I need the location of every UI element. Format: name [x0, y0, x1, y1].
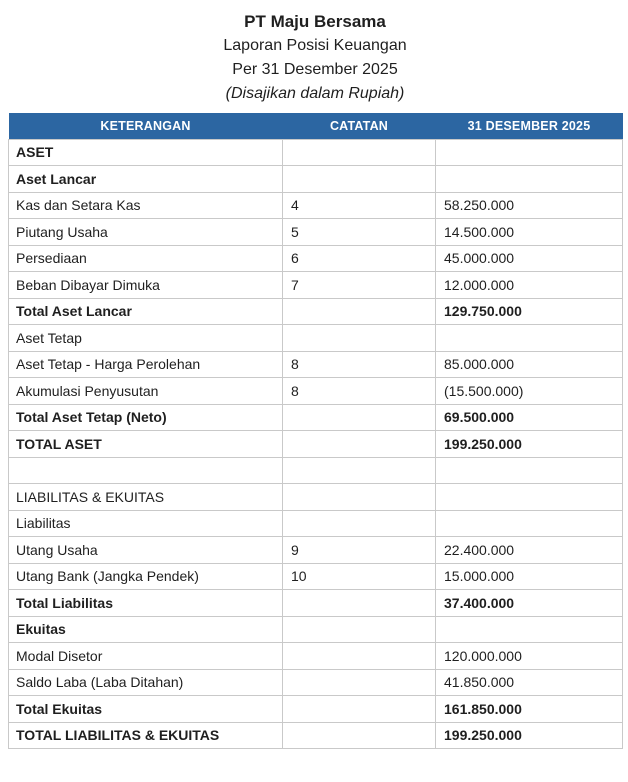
cell-catatan: 4 [283, 192, 436, 219]
table-row [9, 245, 623, 272]
cell-keterangan: Ekuitas [9, 616, 283, 643]
cell-keterangan: Akumulasi Penyusutan [9, 378, 283, 405]
report-period: Per 31 Desember 2025 [232, 61, 398, 78]
cell-keterangan: Piutang Usaha [9, 219, 283, 246]
table-row [9, 457, 623, 484]
cell-amount: 22.400.000 [436, 537, 623, 564]
cell-catatan [283, 404, 436, 431]
document-header [8, 10, 622, 106]
cell-amount [436, 457, 623, 484]
table-body [9, 139, 623, 749]
cell-keterangan: Beban Dibayar Dimuka [9, 272, 283, 299]
table-row [9, 590, 623, 617]
table-row [9, 643, 623, 670]
table-row [9, 139, 623, 166]
cell-catatan [283, 166, 436, 193]
table-row [9, 298, 623, 325]
cell-amount [436, 139, 623, 166]
cell-keterangan: Modal Disetor [9, 643, 283, 670]
table-header-row [9, 113, 623, 139]
cell-catatan [283, 696, 436, 723]
cell-catatan: 10 [283, 563, 436, 590]
cell-amount: 41.850.000 [436, 669, 623, 696]
cell-keterangan: Total Liabilitas [9, 590, 283, 617]
table-row [9, 351, 623, 378]
table-row [9, 378, 623, 405]
cell-catatan: 8 [283, 351, 436, 378]
cell-amount: 161.850.000 [436, 696, 623, 723]
cell-keterangan: ASET [9, 139, 283, 166]
cell-amount: 199.250.000 [436, 722, 623, 749]
cell-amount: 120.000.000 [436, 643, 623, 670]
cell-keterangan [9, 457, 283, 484]
cell-amount: 199.250.000 [436, 431, 623, 458]
company-name: PT Maju Bersama [244, 12, 386, 31]
column-header-keterangan: KETERANGAN [9, 113, 283, 139]
cell-amount: 45.000.000 [436, 245, 623, 272]
cell-keterangan: Total Aset Tetap (Neto) [9, 404, 283, 431]
cell-keterangan: TOTAL ASET [9, 431, 283, 458]
table-row [9, 669, 623, 696]
table-row [9, 272, 623, 299]
cell-catatan: 5 [283, 219, 436, 246]
table-header [9, 113, 623, 139]
currency-note: (Disajikan dalam Rupiah) [225, 85, 405, 102]
cell-amount: 12.000.000 [436, 272, 623, 299]
cell-catatan [283, 722, 436, 749]
column-header-catatan: CATATAN [283, 113, 436, 139]
table-row [9, 510, 623, 537]
cell-catatan: 8 [283, 378, 436, 405]
table-row [9, 431, 623, 458]
report-title: Laporan Posisi Keuangan [223, 37, 407, 54]
cell-amount: 129.750.000 [436, 298, 623, 325]
cell-amount: 15.000.000 [436, 563, 623, 590]
cell-keterangan: Utang Usaha [9, 537, 283, 564]
table-row [9, 722, 623, 749]
cell-amount [436, 325, 623, 352]
cell-catatan [283, 590, 436, 617]
cell-catatan [283, 510, 436, 537]
balance-sheet-table [8, 113, 623, 749]
cell-amount: 37.400.000 [436, 590, 623, 617]
cell-keterangan: Aset Tetap [9, 325, 283, 352]
cell-amount [436, 510, 623, 537]
cell-keterangan: Persediaan [9, 245, 283, 272]
cell-amount [436, 484, 623, 511]
cell-keterangan: Utang Bank (Jangka Pendek) [9, 563, 283, 590]
table-row [9, 325, 623, 352]
cell-catatan [283, 669, 436, 696]
table-row [9, 484, 623, 511]
cell-keterangan: Total Aset Lancar [9, 298, 283, 325]
cell-keterangan: TOTAL LIABILITAS & EKUITAS [9, 722, 283, 749]
cell-keterangan: Total Ekuitas [9, 696, 283, 723]
table-row [9, 404, 623, 431]
cell-keterangan: Saldo Laba (Laba Ditahan) [9, 669, 283, 696]
cell-amount: (15.500.000) [436, 378, 623, 405]
table-row [9, 616, 623, 643]
table-row [9, 696, 623, 723]
cell-amount: 69.500.000 [436, 404, 623, 431]
cell-keterangan: LIABILITAS & EKUITAS [9, 484, 283, 511]
table-row [9, 166, 623, 193]
cell-keterangan: Liabilitas [9, 510, 283, 537]
cell-amount: 85.000.000 [436, 351, 623, 378]
cell-amount: 58.250.000 [436, 192, 623, 219]
table-row [9, 219, 623, 246]
cell-catatan [283, 325, 436, 352]
table-row [9, 192, 623, 219]
cell-keterangan: Kas dan Setara Kas [9, 192, 283, 219]
cell-catatan [283, 616, 436, 643]
column-header-date: 31 DESEMBER 2025 [436, 113, 623, 139]
cell-catatan [283, 457, 436, 484]
cell-catatan [283, 643, 436, 670]
cell-catatan [283, 139, 436, 166]
cell-amount [436, 166, 623, 193]
cell-amount: 14.500.000 [436, 219, 623, 246]
cell-catatan [283, 298, 436, 325]
cell-amount [436, 616, 623, 643]
cell-keterangan: Aset Lancar [9, 166, 283, 193]
cell-keterangan: Aset Tetap - Harga Perolehan [9, 351, 283, 378]
table-row [9, 563, 623, 590]
cell-catatan: 7 [283, 272, 436, 299]
cell-catatan: 9 [283, 537, 436, 564]
cell-catatan [283, 431, 436, 458]
cell-catatan [283, 484, 436, 511]
table-row [9, 537, 623, 564]
cell-catatan: 6 [283, 245, 436, 272]
